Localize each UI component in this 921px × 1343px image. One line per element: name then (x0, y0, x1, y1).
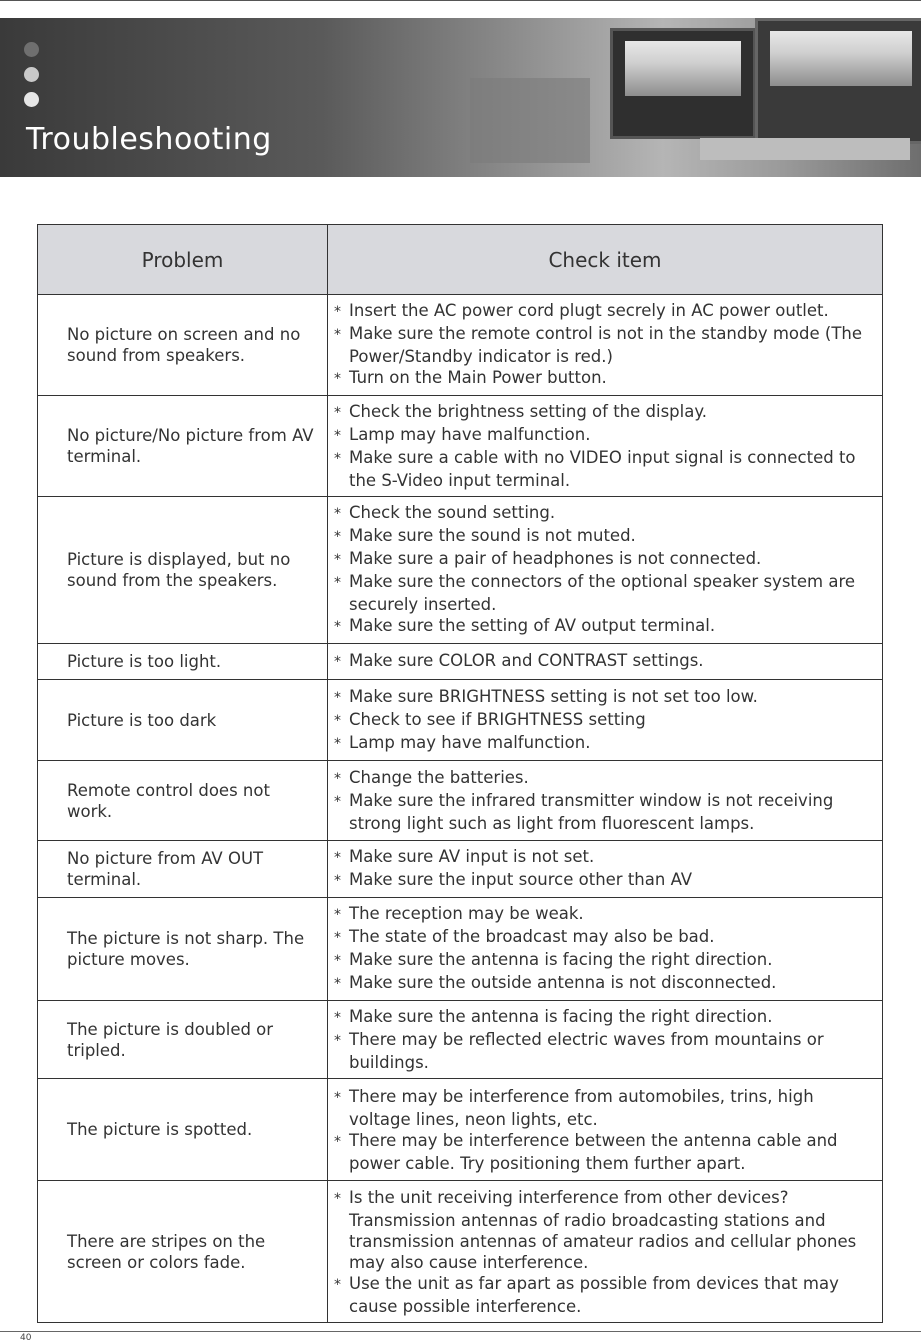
check-item-text: Make sure the antenna is facing the right direction. (349, 1007, 773, 1026)
check-item-text: There may be interference from automobiles, trins, high voltage lines, neon lights, etc. (349, 1086, 814, 1129)
problem-cell: No picture/No picture from AV terminal. (38, 396, 328, 497)
problem-cell: Picture is too dark (38, 680, 328, 761)
asterisk-bullet-icon: * (334, 953, 341, 969)
asterisk-bullet-icon: * (334, 1276, 341, 1293)
check-item-text: There may be interference between the antenna cable and power cable. Try positioning them further apart. (349, 1130, 838, 1173)
check-item-text: Use the unit as far apart as possible from devices that may cause possible interference. (349, 1273, 839, 1316)
problem-cell: Remote control does not work. (38, 761, 328, 841)
asterisk-bullet-icon: * (334, 529, 341, 545)
check-cell (328, 396, 883, 497)
check-item (334, 926, 874, 949)
troubleshooting-table (37, 224, 883, 1323)
check-item-text: Make sure a cable with no VIDEO input signal is connected to the S-Video input terminal. (349, 448, 856, 490)
check-item (334, 367, 874, 390)
asterisk-bullet-icon: * (334, 428, 341, 444)
check-item (334, 732, 874, 755)
asterisk-bullet-icon: * (334, 735, 341, 752)
problem-cell: Picture is displayed, but no sound from the speakers. (38, 497, 328, 644)
table-row (38, 1079, 883, 1181)
table-body (38, 295, 883, 1323)
asterisk-bullet-icon: * (334, 1033, 341, 1049)
check-cell (328, 841, 883, 898)
check-item-text: Make sure a pair of headphones is not connected. (349, 549, 762, 568)
check-cell (328, 680, 883, 761)
check-item-text: Make sure BRIGHTNESS setting is not set too low. (349, 686, 758, 706)
check-cell (328, 1001, 883, 1079)
table-row (38, 396, 883, 497)
problem-cell: No picture from AV OUT terminal. (38, 841, 328, 898)
bullet-dot-dark (24, 42, 39, 57)
table-row (38, 680, 883, 761)
asterisk-bullet-icon: * (334, 976, 341, 992)
check-item-text: Make sure the antenna is facing the right direction. (349, 950, 773, 969)
check-item (334, 846, 874, 869)
check-item (334, 323, 874, 367)
check-item (334, 767, 874, 790)
asterisk-bullet-icon: * (334, 1133, 341, 1150)
problem-cell: Picture is too light. (38, 644, 328, 680)
check-item (334, 571, 874, 615)
check-item (334, 401, 874, 424)
asterisk-bullet-icon: * (334, 619, 341, 635)
asterisk-bullet-icon: * (334, 506, 341, 522)
asterisk-bullet-icon: * (334, 771, 341, 787)
check-cell (328, 295, 883, 396)
check-item-text: Make sure AV input is not set. (349, 847, 595, 866)
check-item-text: Make sure the sound is not muted. (349, 526, 636, 545)
banner-photo-stand (700, 138, 910, 160)
check-item-text: Make sure the setting of AV output terminal. (349, 616, 716, 635)
check-item-text: Lamp may have malfunction. (349, 425, 591, 444)
check-cell (328, 898, 883, 1001)
asterisk-bullet-icon: * (334, 712, 341, 729)
check-cell (328, 1079, 883, 1181)
check-item-text: Lamp may have malfunction. (349, 732, 591, 752)
check-item (334, 650, 874, 673)
problem-cell: The picture is doubled or tripled. (38, 1001, 328, 1079)
check-item-text: Make sure the connectors of the optional speaker system are securely inserted. (349, 572, 856, 614)
banner-photo-tv-right (755, 18, 921, 144)
check-item-text: Change the batteries. (349, 768, 529, 787)
header-banner (0, 18, 921, 177)
table-header-row (38, 225, 883, 295)
table-row (38, 497, 883, 644)
check-item (334, 525, 874, 548)
check-cell (328, 761, 883, 841)
check-cell (328, 1181, 883, 1323)
problem-cell: There are stripes on the screen or colors fade. (38, 1181, 328, 1323)
page-number: 40 (20, 1333, 32, 1343)
asterisk-bullet-icon: * (334, 405, 341, 421)
page-title: Troubleshooting (26, 122, 272, 157)
asterisk-bullet-icon: * (334, 304, 341, 320)
check-item-text: Make sure the outside antenna is not disconnected. (349, 973, 777, 992)
bullet-dot-mid (24, 67, 39, 82)
check-item (334, 1029, 874, 1073)
table-row (38, 295, 883, 396)
check-item (334, 972, 874, 995)
table-row (38, 1001, 883, 1079)
asterisk-bullet-icon: * (334, 371, 341, 387)
asterisk-bullet-icon: * (334, 451, 341, 467)
check-item-text: Turn on the Main Power button. (349, 368, 607, 387)
check-item-text: Make sure the input source other than AV (349, 870, 693, 889)
check-item-text: Check the brightness setting of the display. (349, 402, 708, 421)
check-item-text: Check the sound setting. (349, 503, 556, 522)
problem-column-header: Problem (38, 225, 328, 295)
asterisk-bullet-icon: * (334, 575, 341, 591)
check-item (334, 424, 874, 447)
asterisk-bullet-icon: * (334, 1010, 341, 1026)
check-item-text: Make sure the infrared transmitter window is not receiving strong light such as light from fluorescent lamps. (349, 791, 834, 833)
check-item (334, 1130, 874, 1174)
check-item (334, 869, 874, 892)
check-item-text: There may be reflected electric waves from mountains or buildings. (349, 1030, 824, 1072)
table-row (38, 898, 883, 1001)
check-item (334, 903, 874, 926)
asterisk-bullet-icon: * (334, 552, 341, 568)
check-item (334, 300, 874, 323)
check-item (334, 1006, 874, 1029)
check-item (334, 1187, 874, 1273)
table-row (38, 841, 883, 898)
asterisk-bullet-icon: * (334, 850, 341, 866)
check-item (334, 949, 874, 972)
check-cell (328, 644, 883, 680)
asterisk-bullet-icon: * (334, 1089, 341, 1106)
check-item (334, 1086, 874, 1130)
check-item (334, 1273, 874, 1317)
asterisk-bullet-icon: * (334, 930, 341, 946)
check-item-text: Make sure the remote control is not in the standby mode (The Power/Standby indicator is red.) (349, 324, 863, 366)
asterisk-bullet-icon: * (334, 873, 341, 889)
check-column-header: Check item (328, 225, 883, 295)
asterisk-bullet-icon: * (334, 794, 341, 810)
problem-cell: No picture on screen and no sound from speakers. (38, 295, 328, 396)
bullet-dot-light (24, 92, 39, 107)
asterisk-bullet-icon: * (334, 327, 341, 343)
table-row (38, 1181, 883, 1323)
check-item (334, 686, 874, 709)
footer-rule (0, 1331, 921, 1332)
asterisk-bullet-icon: * (334, 1190, 341, 1207)
check-item-text: The state of the broadcast may also be bad. (349, 927, 715, 946)
banner-photo-shelf (470, 78, 590, 163)
check-item (334, 447, 874, 491)
check-item-text: Check to see if BRIGHTNESS setting (349, 709, 646, 729)
check-item-text: Is the unit receiving interference from other devices? Transmission antennas of radio broadcasting stations and transmission antennas of amateur radios and cellular phones may also cause interference. (349, 1187, 857, 1272)
check-item (334, 709, 874, 732)
check-item (334, 790, 874, 834)
problem-cell: The picture is not sharp. The picture moves. (38, 898, 328, 1001)
check-cell (328, 497, 883, 644)
table-row (38, 761, 883, 841)
check-item (334, 615, 874, 638)
check-item-text: The reception may be weak. (349, 904, 584, 923)
asterisk-bullet-icon: * (334, 654, 341, 670)
asterisk-bullet-icon: * (334, 689, 341, 706)
check-item (334, 502, 874, 525)
asterisk-bullet-icon: * (334, 907, 341, 923)
top-rule (0, 0, 921, 1)
check-item-text: Make sure COLOR and CONTRAST settings. (349, 651, 704, 670)
banner-photo-tv-left (610, 28, 756, 139)
check-item-text: Insert the AC power cord plugt secrely in AC power outlet. (349, 301, 829, 320)
table-row (38, 644, 883, 680)
check-item (334, 548, 874, 571)
problem-cell: The picture is spotted. (38, 1079, 328, 1181)
